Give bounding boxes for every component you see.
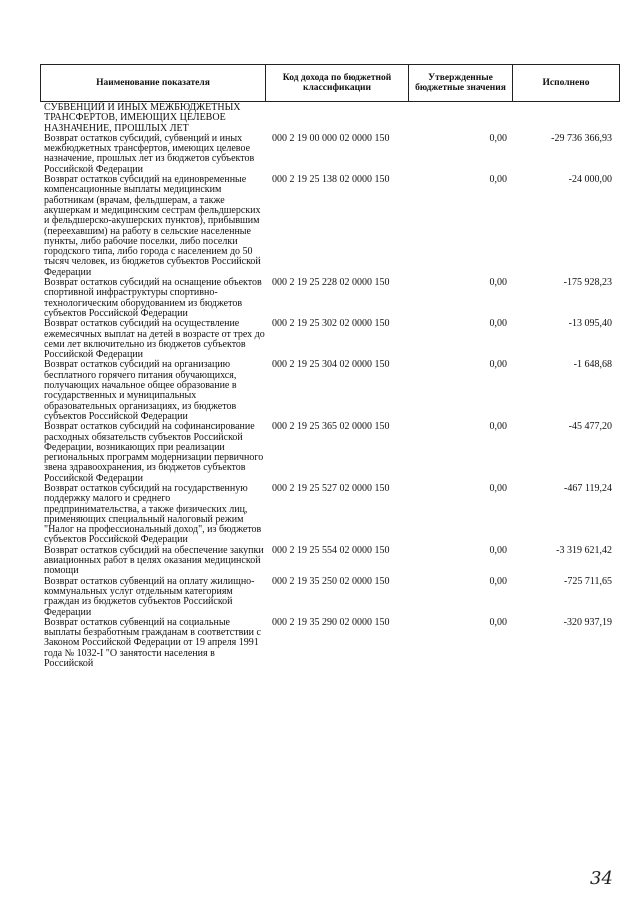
row-executed: -175 928,23	[563, 277, 612, 289]
header-name: Наименование показателя	[41, 65, 266, 101]
table-row	[44, 546, 620, 577]
row-executed: -320 937,19	[563, 616, 612, 628]
row-name: Возврат остатков субсидий на организацию бесплатного горячего питания обучающихся, получающих начальное общее образование в государственных и муниципальных образовательных организациях, из бюджетов субъектов Российской Федерации	[44, 359, 237, 422]
row-name: Возврат остатков субсидий на оснащение объектов спортивной инфраструктуры спортивно-технологическим оборудованием из бюджетов субъектов Российской Федерации	[44, 277, 262, 319]
row-code: 000 2 19 00 000 02 0000 150	[272, 132, 390, 144]
row-code: 000 2 19 25 302 02 0000 150	[272, 318, 390, 330]
row-approved: 0,00	[489, 359, 507, 371]
row-code: 000 2 19 25 365 02 0000 150	[272, 421, 390, 433]
table-header	[40, 64, 620, 102]
row-name: Возврат остатков субсидий, субвенций и иных межбюджетных трансфертов, имеющих целевое назначение, прошлых лет из бюджетов субъектов Российской Федерации	[44, 132, 255, 175]
header-approved: Утвержденные бюджетные значения	[409, 65, 513, 101]
table-row	[44, 484, 620, 546]
row-name: Возврат остатков субсидий на государственную поддержку малого и среднего предпринимательства, а также физических лиц, применяющих специальный налоговый режим "Налог на профессиональный доход", из бюджетов субъектов Российской Федерации	[44, 482, 262, 546]
table-row	[44, 618, 620, 669]
table-row	[44, 175, 620, 278]
row-name: Возврат остатков субсидий на осуществление ежемесячных выплат на детей в возрасте от трех до семи лет включительно из бюджетов субъектов Российской Федерации	[44, 318, 265, 361]
row-name: Возврат остатков субвенций на оплату жилищно-коммунальных услуг отдельным категориям граждан из бюджетов субъектов Российской Федерации	[44, 575, 255, 618]
row-executed: -467 119,24	[564, 482, 612, 494]
row-approved: 0,00	[489, 174, 507, 186]
row-approved: 0,00	[489, 575, 507, 587]
table-row	[44, 278, 620, 319]
row-approved: 0,00	[489, 132, 507, 144]
row-approved: 0,00	[489, 318, 507, 330]
row-name: Возврат остатков субсидий на обеспечение закупки авиационных работ в целях оказания медицинской помощи	[44, 544, 264, 577]
header-executed: Исполнено	[542, 78, 590, 88]
row-executed: -29 736 366,93	[551, 132, 612, 144]
row-approved: 0,00	[489, 544, 507, 556]
row-name: Возврат остатков субсидий на софинансирование расходных обязательств субъектов Российской Федерации, возникающих при реализации региональных программ модернизации первичного звена здравоохранения, из бюджетов субъектов Российской Федерации	[44, 421, 264, 484]
table-row	[44, 360, 620, 422]
row-approved: 0,00	[489, 277, 507, 289]
table-row	[44, 577, 620, 618]
row-code: 000 2 19 25 138 02 0000 150	[272, 174, 390, 186]
row-executed: -3 319 621,42	[556, 544, 612, 556]
table-rows	[44, 134, 620, 669]
row-approved: 0,00	[489, 616, 507, 628]
row-executed: -24 000,00	[568, 174, 612, 186]
row-code: 000 2 19 25 304 02 0000 150	[272, 359, 390, 371]
row-code: 000 2 19 25 527 02 0000 150	[272, 482, 390, 494]
row-name: Возврат остатков субсидий на единовременные компенсационные выплаты медицинским работникам (врачам, фельдшерам, а также акушеркам и медицинским сестрам фельдшерских и фельдшерско-акушерских пунктов), прибывшим (переехавшим) на работу в сельские населенные пункты, либо рабочие поселки, либо поселки городского типа, либо города с населением до 50 тысяч человек, из бюджетов субъектов Российской Федерации	[44, 174, 261, 278]
row-name: Возврат остатков субвенций на социальные выплаты безработным гражданам в соответствии с Законом Российской Федерации от 19 апреля 1991 года № 1032-I "О занятости населения в Российской	[44, 616, 261, 670]
row-executed: -13 095,40	[568, 318, 612, 330]
continuation-text: СУБВЕНЦИЙ И ИНЫХ МЕЖБЮДЖЕТНЫХ ТРАНСФЕРТОВ, ИМЕЮЩИХ ЦЕЛЕВОЕ НАЗНАЧЕНИЕ, ПРОШЛЫХ ЛЕТ	[44, 102, 241, 134]
page-number: 34	[590, 868, 613, 889]
table-row	[44, 422, 620, 484]
row-executed: -1 648,68	[573, 359, 612, 371]
row-approved: 0,00	[489, 421, 507, 433]
row-code: 000 2 19 25 554 02 0000 150	[272, 544, 390, 556]
row-executed: -725 711,65	[564, 575, 612, 587]
header-code: Код дохода по бюджетной классификации	[266, 65, 409, 101]
row-code: 000 2 19 25 228 02 0000 150	[272, 277, 390, 289]
table-body	[44, 103, 620, 669]
row-code: 000 2 19 35 290 02 0000 150	[272, 616, 390, 628]
table-row	[44, 134, 620, 175]
table-row	[44, 319, 620, 360]
row-approved: 0,00	[489, 482, 507, 494]
row-executed: -45 477,20	[568, 421, 612, 433]
row-code: 000 2 19 35 250 02 0000 150	[272, 575, 390, 587]
